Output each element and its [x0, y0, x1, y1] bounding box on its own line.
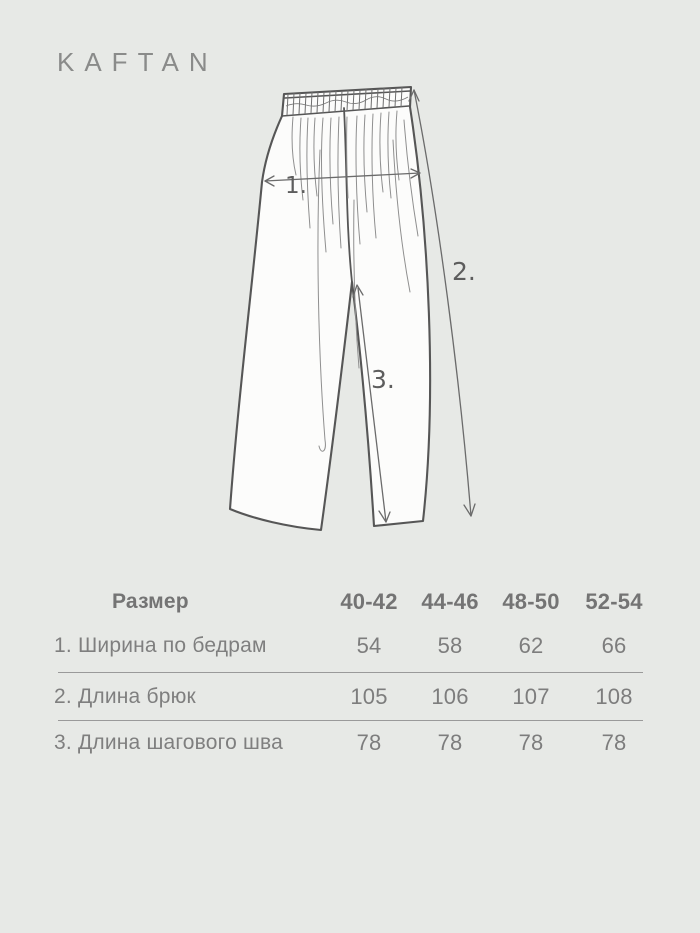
table-row-inseam-length	[50, 721, 656, 765]
row-value: 78	[356, 730, 382, 755]
row-value: 78	[518, 730, 544, 755]
row-value: 107	[512, 683, 550, 709]
table-row-hip-width	[50, 619, 656, 672]
size-table-header	[50, 585, 656, 619]
row-label: 1. Ширина по бедрам	[54, 633, 267, 657]
row-value: 58	[437, 632, 463, 658]
size-table	[50, 585, 656, 765]
row-value: 66	[601, 632, 627, 658]
row-label: 3. Длина шагового шва	[54, 731, 284, 754]
brand-logo: KAFTAN	[57, 47, 218, 77]
measure-label-outseam: 2.	[452, 257, 476, 286]
table-row-pants-length	[50, 673, 656, 720]
row-value: 62	[518, 632, 544, 658]
row-value: 78	[601, 730, 627, 755]
size-column-header: 52-54	[585, 589, 643, 614]
measure-label-inseam: 3.	[371, 365, 395, 394]
row-value: 78	[437, 730, 463, 755]
row-label: 2. Длина брюк	[54, 684, 196, 708]
row-value: 108	[595, 683, 633, 709]
row-value: 54	[356, 632, 382, 658]
size-table-header-label: Размер	[112, 590, 189, 613]
row-value: 106	[431, 683, 469, 709]
measure-label-hip-width: 1.	[285, 173, 307, 199]
row-value: 105	[350, 683, 388, 709]
size-column-header: 44-46	[421, 589, 479, 614]
size-column-header: 48-50	[502, 589, 560, 614]
size-column-header: 40-42	[340, 589, 398, 614]
